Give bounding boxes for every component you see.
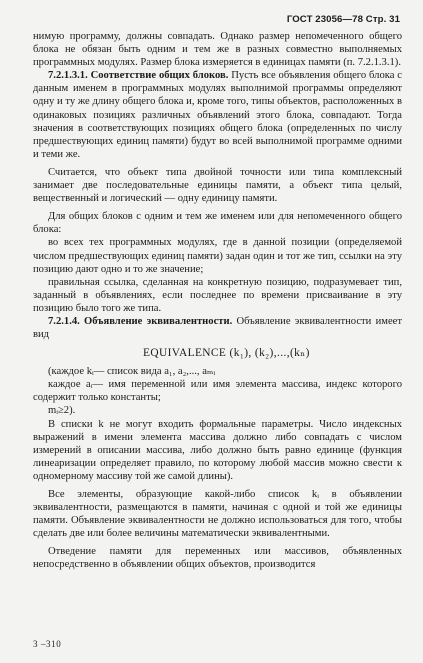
page-footer-mark: 3 –310 bbox=[33, 639, 62, 649]
paragraph: нимую программу, должны совпадать. Однако размер непомеченного общего блока не обязан быть одним и тем же в разных совместно выполняемых программных модулях. Размер блока измеряется в единицах памяти (п. 7.2.1.3.1). bbox=[33, 31, 402, 69]
document-body bbox=[33, 30, 402, 572]
paragraph: В списки k не могут входить формальные параметры. Число индексных выражений в имени элемента массива должно либо совпадать с числом измерений в описании массива, либо должно быть равно единице (функция линеаризации определяет правило, по которому любой массив можно свести к одномерному массиву той же самой длины). bbox=[33, 418, 402, 482]
paragraph: во всех тех программных модулях, где в данной позиции (определяемой числом предшествующих единиц памяти) задан один и тот же тип, ссылки на эту позицию дают одно и то же значение; bbox=[33, 237, 402, 275]
section-heading: 7.2.1.3.1. Соответствие общих блоков. bbox=[48, 70, 229, 82]
paragraph: 7.2.1.3.1. Соответствие общих блоков. Пусть все объявления общего блока с данным именем в программных модулях выполнимой программы определяют одну и ту же длину общего блока и, кроме того, типы объектов, расположенных в одинаковых позициях различных объявлений этого блока, совпадают. Тогда значения в соответствующих позициях общего блока (определенных по числу предшествующих единиц памяти) будут во всей выполнимой программе одними и теми же. bbox=[33, 70, 402, 160]
paragraph: Все элементы, образующие какой-либо список kᵢ в объявлении эквивалентности, размещаются в памяти, начиная с одной и той же единицы памяти. Объявление эквивалентности не должно использоваться для того, чтобы сделать две или более величины математически эквивалентными. bbox=[33, 489, 402, 540]
paragraph: 7.2.1.4. Объявление эквивалентности. Объявление эквивалентности имеет вид bbox=[33, 315, 402, 341]
page-header: ГОСТ 23056—78 Стр. 31 bbox=[286, 14, 400, 25]
paragraph: каждое aᵢ— имя переменной или имя элемента массива, индекс которого содержит только константы; bbox=[33, 379, 402, 404]
paragraph: Отведение памяти для переменных или массивов, объявленных непосредственно в объявлении общих объектов, производится bbox=[33, 546, 402, 571]
paragraph: (каждое kᵢ— список вида a₁, a₂,..., aₘᵢ bbox=[48, 366, 216, 378]
paragraph: правильная ссылка, сделанная на конкретную позицию, подразумевает тип, заданный в объявлениях, если последнее по времени присваивание в эту позицию было того же типа. bbox=[33, 276, 402, 314]
paragraph: Считается, что объект типа двойной точности или типа комплексный занимает две последовательные единицы памяти, а объект типа целый, вещественный и логический — одну единицу памяти. bbox=[33, 166, 402, 205]
paragraph: Для общих блоков с одним и тем же именем или для непомеченного общего блока: bbox=[33, 211, 402, 236]
equivalence-formula: EQUIVALENCE (k₁), (k₂),...,(kₙ) bbox=[143, 347, 310, 360]
section-heading: 7.2.1.4. Объявление эквивалентности. bbox=[48, 315, 233, 327]
paragraph: mᵢ≥2). bbox=[48, 405, 76, 417]
